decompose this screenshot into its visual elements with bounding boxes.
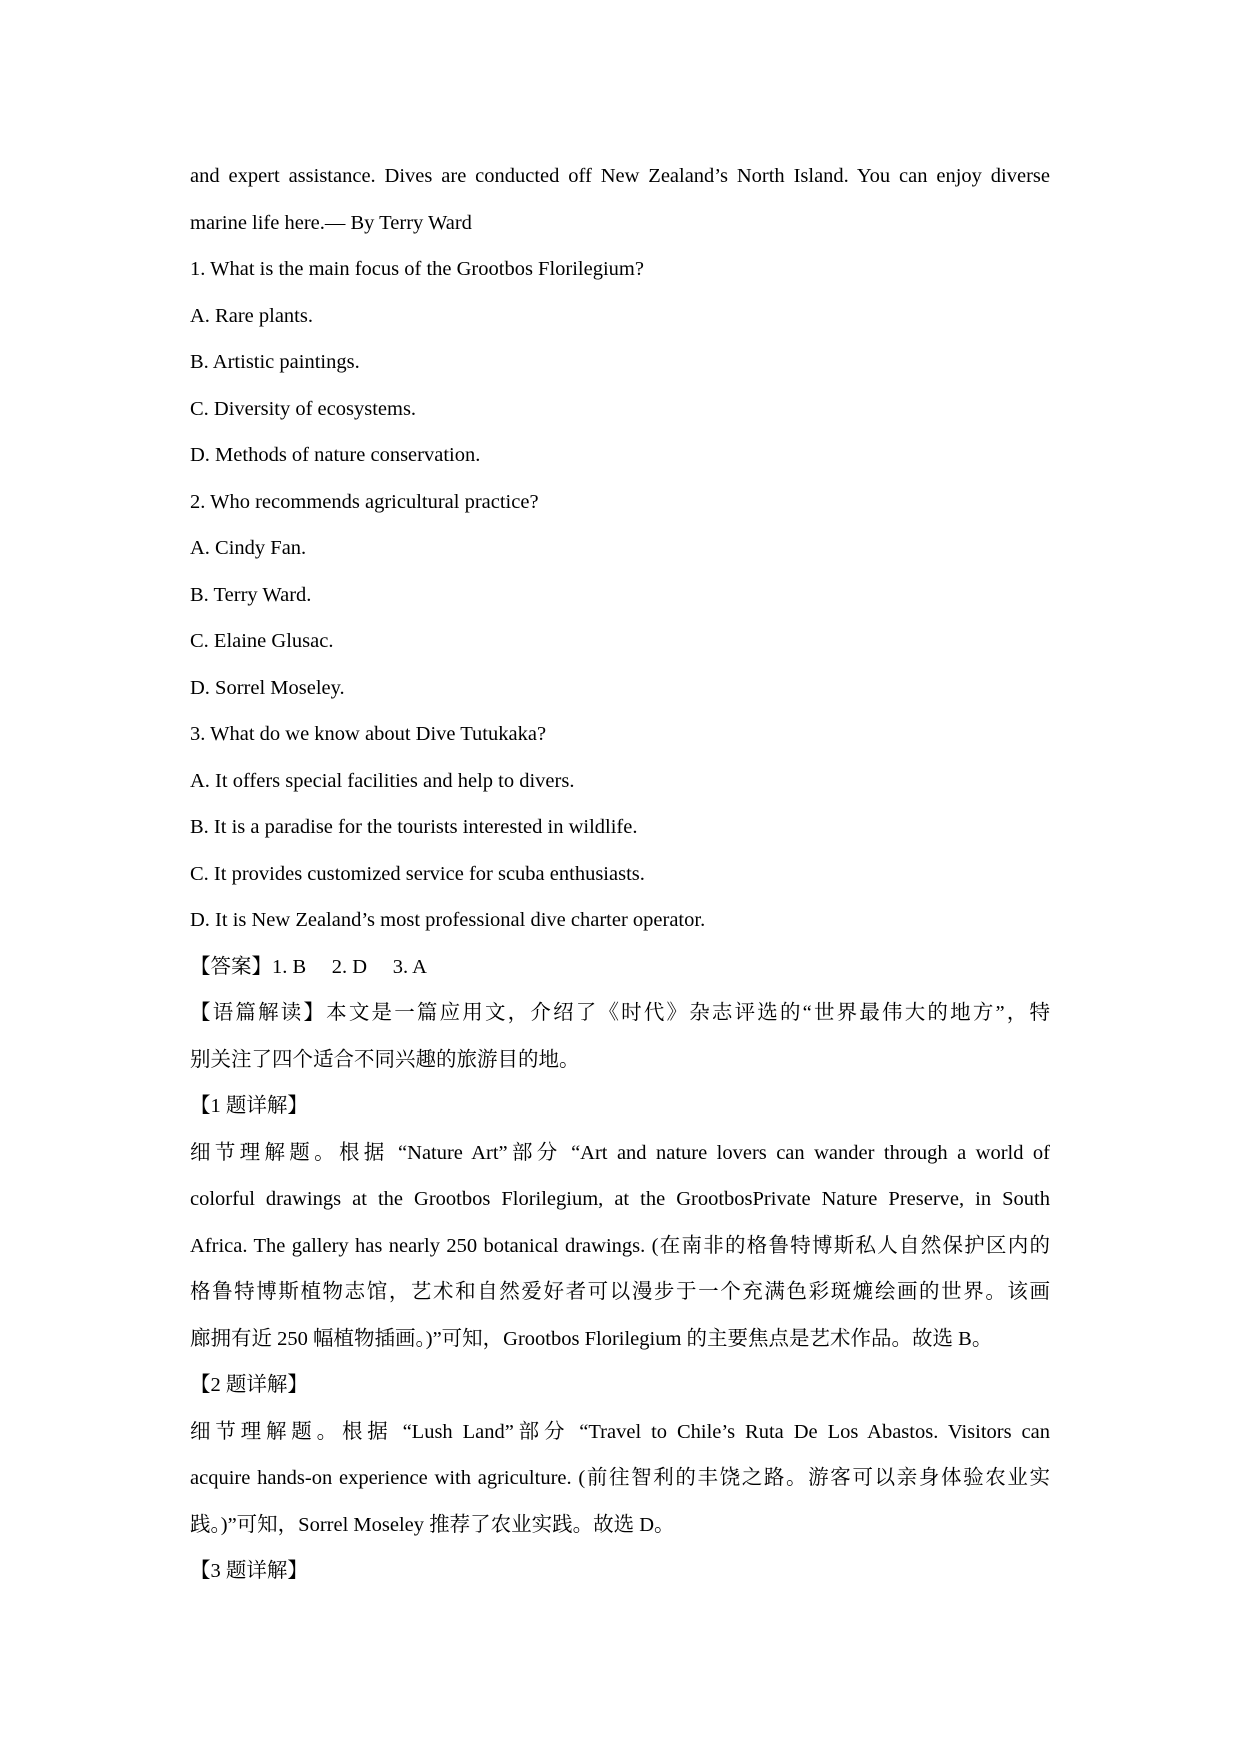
explanation-1-line-5: 廊拥有近 250 幅植物插画。)”可知，Grootbos Florilegium 的主要焦点是艺术作品。故选 B。 xyxy=(190,1327,993,1350)
question-2-option-a: A. Cindy Fan. xyxy=(190,537,307,559)
explanation-1-line-2: colorful drawings at the Grootbos Florilegium, at the GrootbosPrivate Nature Preserve, in South xyxy=(190,1188,1050,1210)
document-content xyxy=(190,153,1050,1595)
explanation-3-heading: 【3 题详解】 xyxy=(190,1560,308,1582)
explanation-2-line-3: 践。)”可知，Sorrel Moseley 推荐了农业实践。故选 D。 xyxy=(190,1513,675,1536)
question-1-option-c: C. Diversity of ecosystems. xyxy=(190,397,417,420)
question-1: 1. What is the main focus of the Grootbos Florilegium? xyxy=(190,258,644,280)
passage-analysis-line-1: 【语篇解读】本文是一篇应用文，介绍了《时代》杂志评选的“世界最伟大的地方”，特 xyxy=(190,1002,1050,1024)
explanation-1-heading: 【1 题详解】 xyxy=(190,1095,308,1117)
question-3-option-b: B. It is a paradise for the tourists interested in wildlife. xyxy=(190,816,638,838)
explanation-1-line-1: 细节理解题。根据 “Nature Art”部分 “Art and nature lovers can wander through a world of xyxy=(190,1141,1050,1164)
explanation-1-line-3: Africa. The gallery has nearly 250 botanical drawings. (在南非的格鲁特博斯私人自然保护区内的 xyxy=(190,1234,1050,1257)
question-1-option-a: A. Rare plants. xyxy=(190,304,313,327)
explanation-2-line-2: acquire hands-on experience with agriculture. (前往智利的丰饶之路。游客可以亲身体验农业实 xyxy=(190,1467,1050,1489)
question-2-option-d: D. Sorrel Moseley. xyxy=(190,676,345,699)
question-3-option-c: C. It provides customized service for scuba enthusiasts. xyxy=(190,862,645,885)
explanation-2-line-1: 细节理解题。根据 “Lush Land”部分 “Travel to Chile’s Ruta De Los Abastos. Visitors can xyxy=(190,1420,1050,1443)
question-1-option-b: B. Artistic paintings. xyxy=(190,351,360,373)
passage-line-2: marine life here.— By Terry Ward xyxy=(190,211,472,234)
explanation-2-heading: 【2 题详解】 xyxy=(190,1374,308,1396)
question-3-option-d: D. It is New Zealand’s most professional dive charter operator. xyxy=(190,909,706,931)
question-1-option-d: D. Methods of nature conservation. xyxy=(190,444,481,466)
passage-analysis-line-2: 别关注了四个适合不同兴趣的旅游目的地。 xyxy=(190,1048,580,1071)
question-2-option-b: B. Terry Ward. xyxy=(190,583,312,606)
question-3-option-a: A. It offers special facilities and help to divers. xyxy=(190,769,575,792)
question-3: 3. What do we know about Dive Tutukaka? xyxy=(190,723,547,745)
explanation-1-line-4: 格鲁特博斯植物志馆，艺术和自然爱好者可以漫步于一个充满色彩斑熝绘画的世界。该画 xyxy=(190,1281,1050,1303)
passage-line-1: and expert assistance. Dives are conducted off New Zealand’s North Island. You can enjoy diverse xyxy=(190,165,1050,187)
question-2: 2. Who recommends agricultural practice? xyxy=(190,490,539,513)
answer-key-line: 【答案】1. B 2. D 3. A xyxy=(190,955,427,978)
question-2-option-c: C. Elaine Glusac. xyxy=(190,630,334,652)
